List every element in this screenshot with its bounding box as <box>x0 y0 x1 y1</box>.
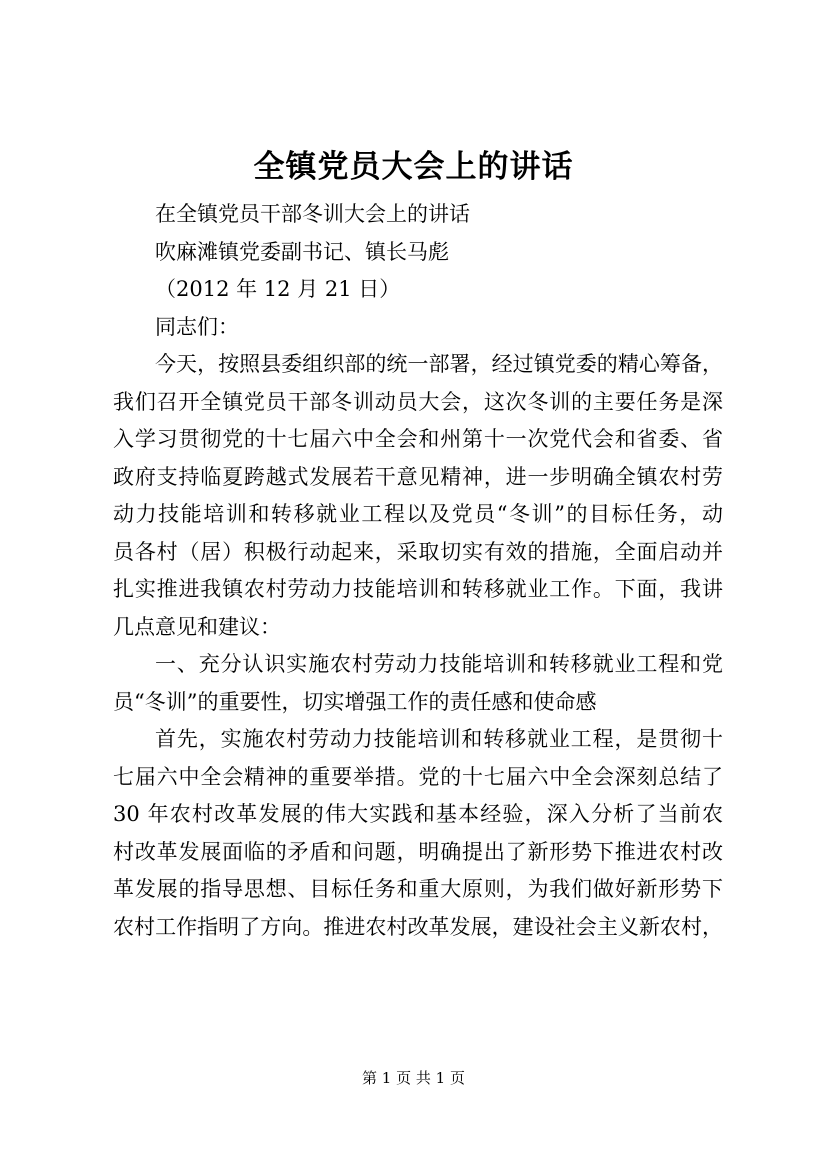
paragraph-line: 员各村（居）积极行动起来，采取切实有效的措施，全面启动并 <box>113 539 723 564</box>
paragraph-line: 入学习贯彻党的十七届六中全会和州第十一次党代会和省委、省 <box>113 427 723 451</box>
page-footer: 第 1 页 共 1 页 <box>362 1069 465 1087</box>
section-heading-line: 员“冬训”的重要性，切实增强工作的责任感和使命感 <box>113 689 597 714</box>
paragraph-line: 动力技能培训和转移就业工程以及党员“冬训”的目标任务，动 <box>113 502 723 526</box>
paragraph-line: 政府支持临夏跨越式发展若干意见精神，进一步明确全镇农村劳 <box>113 464 723 489</box>
document-body <box>113 196 723 946</box>
paragraph-line: 我们召开全镇党员干部冬训动员大会，这次冬训的主要任务是深 <box>113 389 723 414</box>
paragraph-line: 农村工作指明了方向。推进农村改革发展，建设社会主义新农村， <box>113 914 723 939</box>
document-title: 全镇党员大会上的讲话 <box>253 149 574 185</box>
paragraph-line: 几点意见和建议： <box>113 614 281 639</box>
salutation-line: 同志们： <box>155 314 239 339</box>
paragraph-line: 村改革发展面临的矛盾和问题，明确提出了新形势下推进农村改 <box>113 839 723 864</box>
paragraph-line: 扎实推进我镇农村劳动力技能培训和转移就业工作。下面，我讲 <box>113 577 723 601</box>
date-line: （2012 年 12 月 21 日） <box>155 277 401 301</box>
paragraph-line: 30 年农村改革发展的伟大实践和基本经验，深入分析了当前农 <box>113 802 723 826</box>
paragraph-line: 革发展的指导思想、目标任务和重大原则，为我们做好新形势下 <box>113 877 723 901</box>
subtitle-line: 在全镇党员干部冬训大会上的讲话 <box>155 202 470 226</box>
paragraph-line: 今天，按照县委组织部的统一部署，经过镇党委的精心筹备， <box>155 352 723 376</box>
paragraph-line: 首先，实施农村劳动力技能培训和转移就业工程，是贯彻十 <box>155 727 723 751</box>
paragraph-line: 七届六中全会精神的重要举措。党的十七届六中全会深刻总结了 <box>113 764 723 789</box>
section-heading-line: 一、充分认识实施农村劳动力技能培训和转移就业工程和党 <box>155 652 723 676</box>
speaker-line: 吹麻滩镇党委副书记、镇长马彪 <box>155 239 449 264</box>
